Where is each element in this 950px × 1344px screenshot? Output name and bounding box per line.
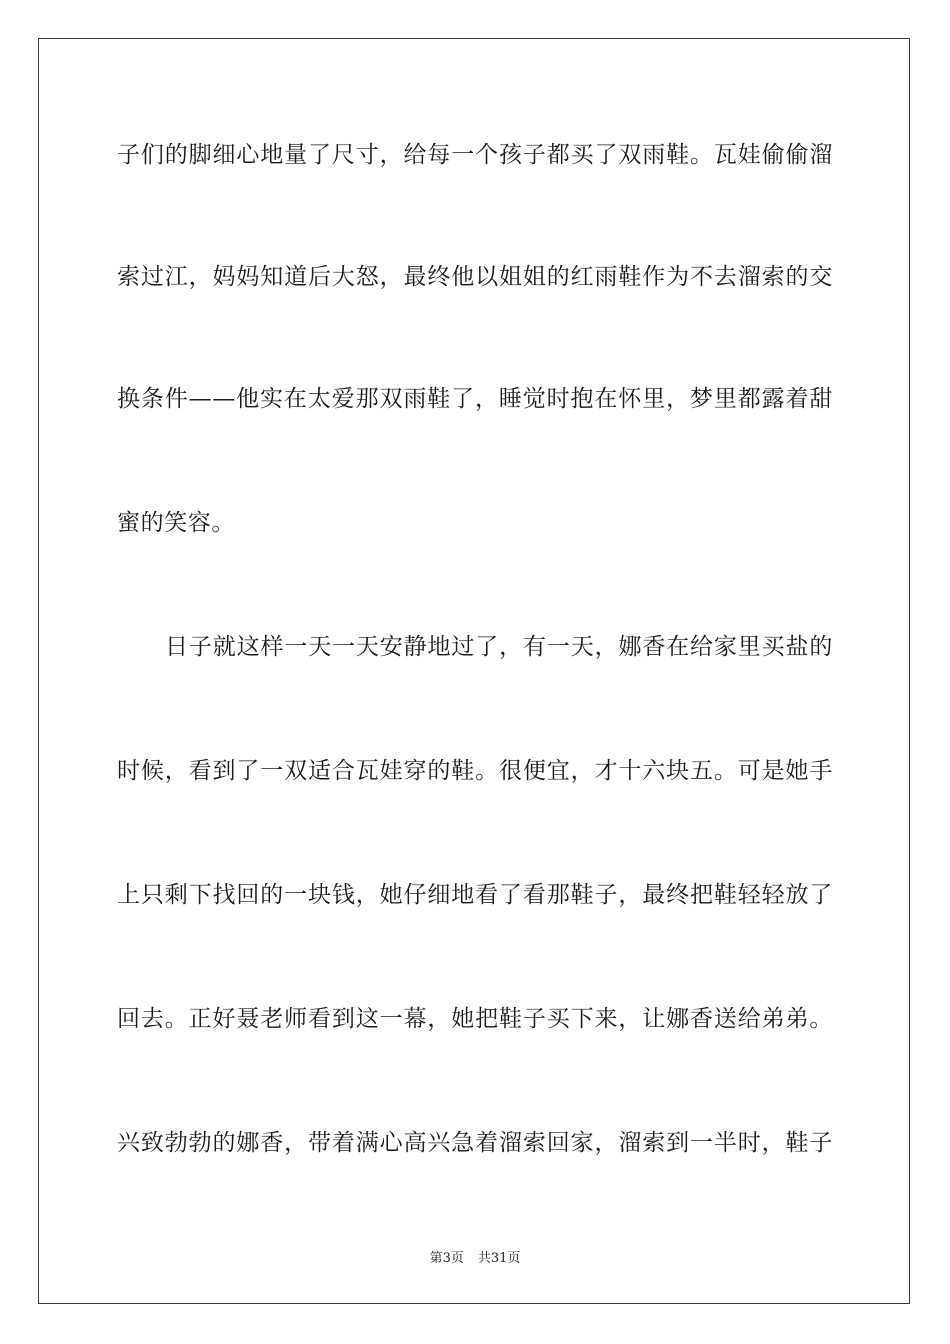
page-number: 第3页 (429, 1251, 464, 1266)
body-text-line-8: 回去。正好聂老师看到这一幕，她把鞋子买下来，让娜香送给弟弟。 (117, 1006, 833, 1032)
body-text-line-6: 时候，看到了一双适合瓦娃穿的鞋。很便宜，才十六块五。可是她手 (117, 758, 833, 784)
page-footer (0, 1247, 950, 1266)
body-text-line-2: 索过江，妈妈知道后大怒，最终他以姐姐的红雨鞋作为不去溜索的交 (117, 264, 833, 290)
page-border (38, 38, 910, 1304)
total-pages: 共31页 (477, 1251, 521, 1266)
body-text-line-9: 兴致勃勃的娜香，带着满心高兴急着溜索回家，溜索到一半时，鞋子 (117, 1130, 833, 1156)
body-text-line-1: 子们的脚细心地量了尺寸，给每一个孩子都买了双雨鞋。瓦娃偷偷溜 (117, 142, 833, 168)
body-text-line-4: 蜜的笑容。 (117, 510, 235, 536)
body-text-line-7: 上只剩下找回的一块钱，她仔细地看了看那鞋子，最终把鞋轻轻放了 (117, 882, 833, 908)
body-text-line-3: 换条件——他实在太爱那双雨鞋了，睡觉时抱在怀里，梦里都露着甜 (117, 386, 833, 412)
paragraph-start-line: 日子就这样一天一天安静地过了，有一天，娜香在给家里买盐的 (165, 634, 833, 660)
